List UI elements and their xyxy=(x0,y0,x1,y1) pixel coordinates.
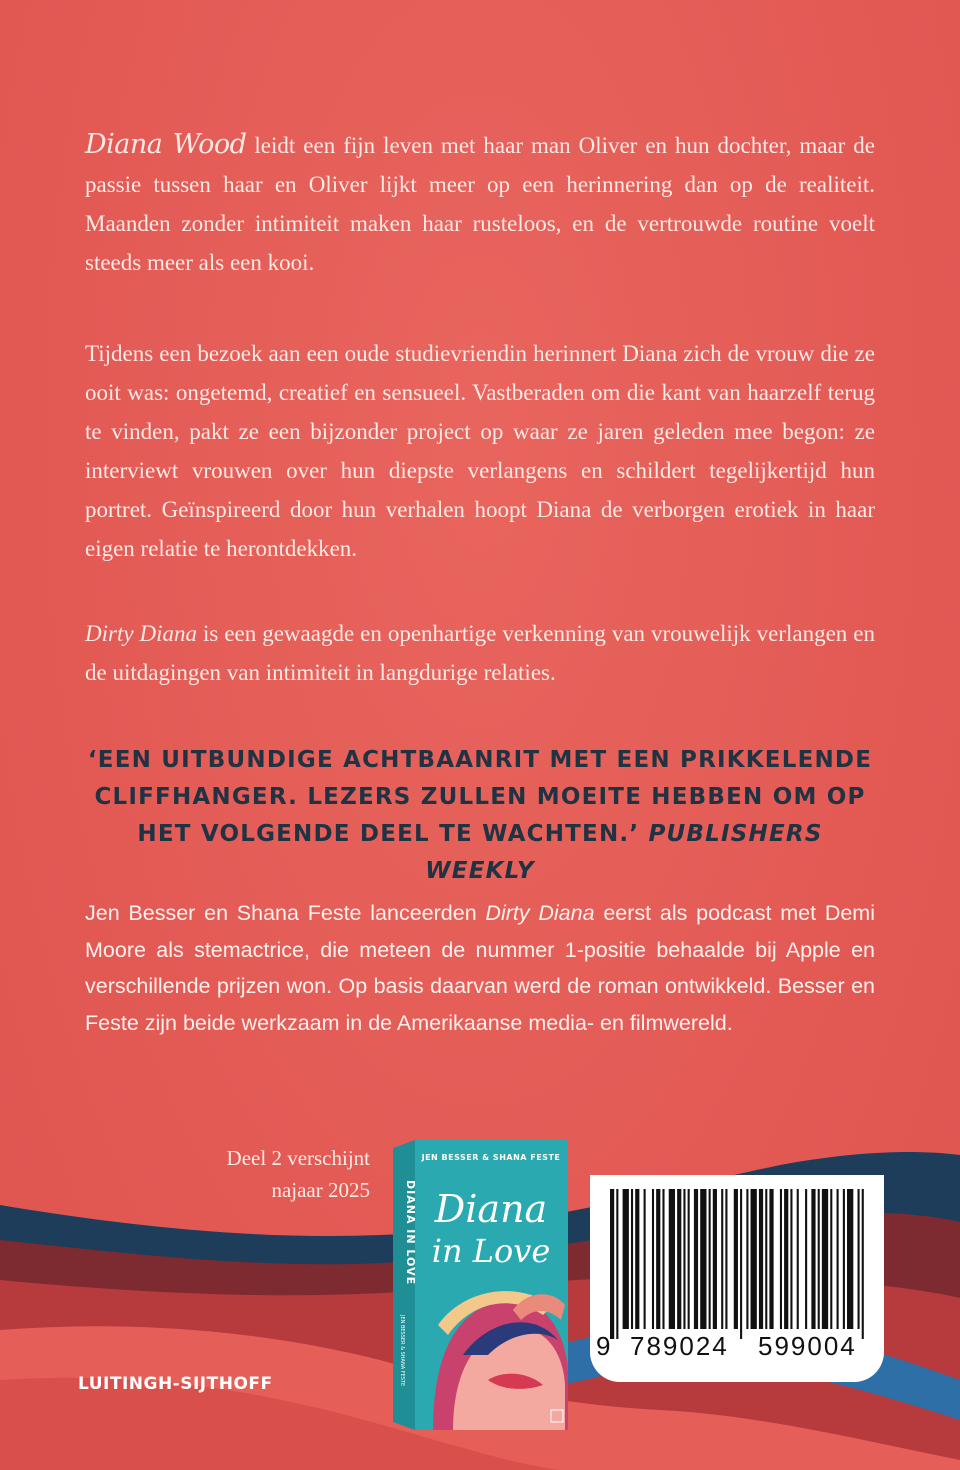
barcode-bar xyxy=(652,1189,654,1329)
protagonist-name: Diana Wood xyxy=(85,129,247,160)
barcode-bar xyxy=(635,1189,639,1329)
author-bio xyxy=(85,895,875,1041)
barcode-bar xyxy=(805,1189,807,1329)
barcode-bar xyxy=(725,1189,727,1329)
barcode-bar xyxy=(797,1189,799,1329)
barcode-bar xyxy=(610,1189,614,1339)
barcode-bar xyxy=(669,1189,675,1329)
blurb-paragraph-2 xyxy=(85,334,875,568)
isbn-digits-right: 599004 xyxy=(758,1331,857,1361)
barcode-bar xyxy=(677,1189,681,1329)
review-quote xyxy=(85,742,875,890)
barcode-bar xyxy=(769,1189,773,1329)
barcode-bar xyxy=(662,1189,664,1329)
author-bio-post: eerst als podcast met Demi Moore als stemactrice, die meteen de nummer 1-positie behaalde bij Apple en verschillende prijzen won. Op basis daarvan werd de roman ontwikkeld. Besser en Feste zijn beide werkzaam in de Amerikaanse media- en filmwereld. xyxy=(85,901,875,1035)
barcode-bar xyxy=(740,1189,742,1339)
barcode-bar xyxy=(858,1189,860,1329)
barcode-bar xyxy=(694,1189,698,1329)
barcode-bar xyxy=(843,1189,845,1329)
barcode-bar xyxy=(644,1189,646,1329)
book-spine-title: DIANA IN LOVE xyxy=(404,1180,417,1286)
barcode-bar xyxy=(784,1189,788,1329)
barcode-bar xyxy=(759,1189,763,1329)
barcode-bar xyxy=(656,1189,660,1329)
barcode-bar xyxy=(837,1189,839,1329)
next-volume-line-2: najaar 2025 xyxy=(271,1178,370,1202)
barcode-bar xyxy=(811,1189,815,1329)
barcode-bar xyxy=(709,1189,711,1329)
barcode-bar xyxy=(765,1189,767,1329)
book-title-italic: Dirty Diana xyxy=(85,621,198,646)
barcode-bar xyxy=(721,1189,723,1329)
barcode-bar xyxy=(734,1189,738,1329)
review-quote-source: PUBLISHERS WEEKLY xyxy=(425,821,823,884)
barcode-bar xyxy=(623,1189,629,1329)
barcode-bars xyxy=(610,1189,868,1339)
author-bio-pre: Jen Besser en Shana Feste lanceerden xyxy=(85,901,486,925)
next-volume-note xyxy=(227,1142,370,1206)
publisher-logo: LUITINGH-SIJTHOFF xyxy=(78,1374,273,1394)
book-title-line-2: in Love xyxy=(431,1232,551,1270)
blurb-paragraph-1 xyxy=(85,125,875,282)
barcode-bar xyxy=(847,1189,853,1329)
blurb-paragraph-3-text: is een gewaagde en openhartige verkenning van vrouwelijk verlangen en de uitdagingen van intimiteit in langdurige relaties. xyxy=(85,621,875,685)
review-quote-text: ‘EEN UITBUNDIGE ACHTBAANRIT MET EEN PRIKKELENDE CLIFFHANGER. LEZERS ZULLEN MOEITE HEBBEN OM OP HET VOLGENDE DEEL TE WACHTEN.’ xyxy=(87,747,873,847)
barcode-bar xyxy=(751,1189,757,1329)
barcode-bar xyxy=(631,1189,633,1329)
barcode-bar xyxy=(862,1189,864,1339)
barcode-bar xyxy=(616,1189,618,1339)
barcode-bar xyxy=(700,1189,706,1329)
barcode-bar xyxy=(790,1189,792,1329)
book-spine-authors: JEN BESSER & SHANA FESTE xyxy=(399,1315,405,1387)
blurb-paragraph-3 xyxy=(85,614,875,692)
isbn-digit-prefix: 9 xyxy=(596,1331,611,1361)
barcode-bar xyxy=(713,1189,717,1329)
next-volume-line-1: Deel 2 verschijnt xyxy=(226,1146,370,1170)
isbn-digits-left: 789024 xyxy=(630,1331,729,1361)
barcode-bar xyxy=(830,1189,832,1329)
barcode-bar xyxy=(822,1189,828,1329)
blurb-paragraph-2-text: Tijdens een bezoek aan een oude studievriendin herinnert Diana zich de vrouw die ze ooit was: ongetemd, creatief en sensueel. Vastberaden om die kant van haarzelf terug te vinden, pakt ze een bijzonder project op waar ze jaren geleden mee begon: ze interviewt vrouwen over hun diepste verlangens en schildert tegelijkertijd hun portret. Geïnspireerd door hun verhalen hoopt Diana de verborgen erotiek in haar eigen relatie te herontdekken. xyxy=(85,341,875,561)
barcode-bar xyxy=(683,1189,685,1329)
blurb-paragraph-1-text: leidt een fijn leven met haar man Oliver en hun dochter, maar de passie tussen haar en Oliver lijkt meer op een herinnering dan op de realiteit. Maanden zonder intimiteit maken haar rusteloos, en de vertrouwde routine voelt steeds meer als een kooi. xyxy=(85,133,875,275)
book-authors: JEN BESSER & SHANA FESTE xyxy=(421,1153,561,1162)
barcode-bar xyxy=(688,1189,690,1329)
barcode-panel xyxy=(590,1175,884,1382)
sequel-book-image xyxy=(393,1140,568,1430)
barcode-bar xyxy=(780,1189,782,1329)
barcode-bar xyxy=(746,1189,748,1329)
book-title-line-1: Diana xyxy=(434,1187,548,1231)
barcode-bar xyxy=(818,1189,820,1329)
author-bio-title: Dirty Diana xyxy=(485,901,595,925)
